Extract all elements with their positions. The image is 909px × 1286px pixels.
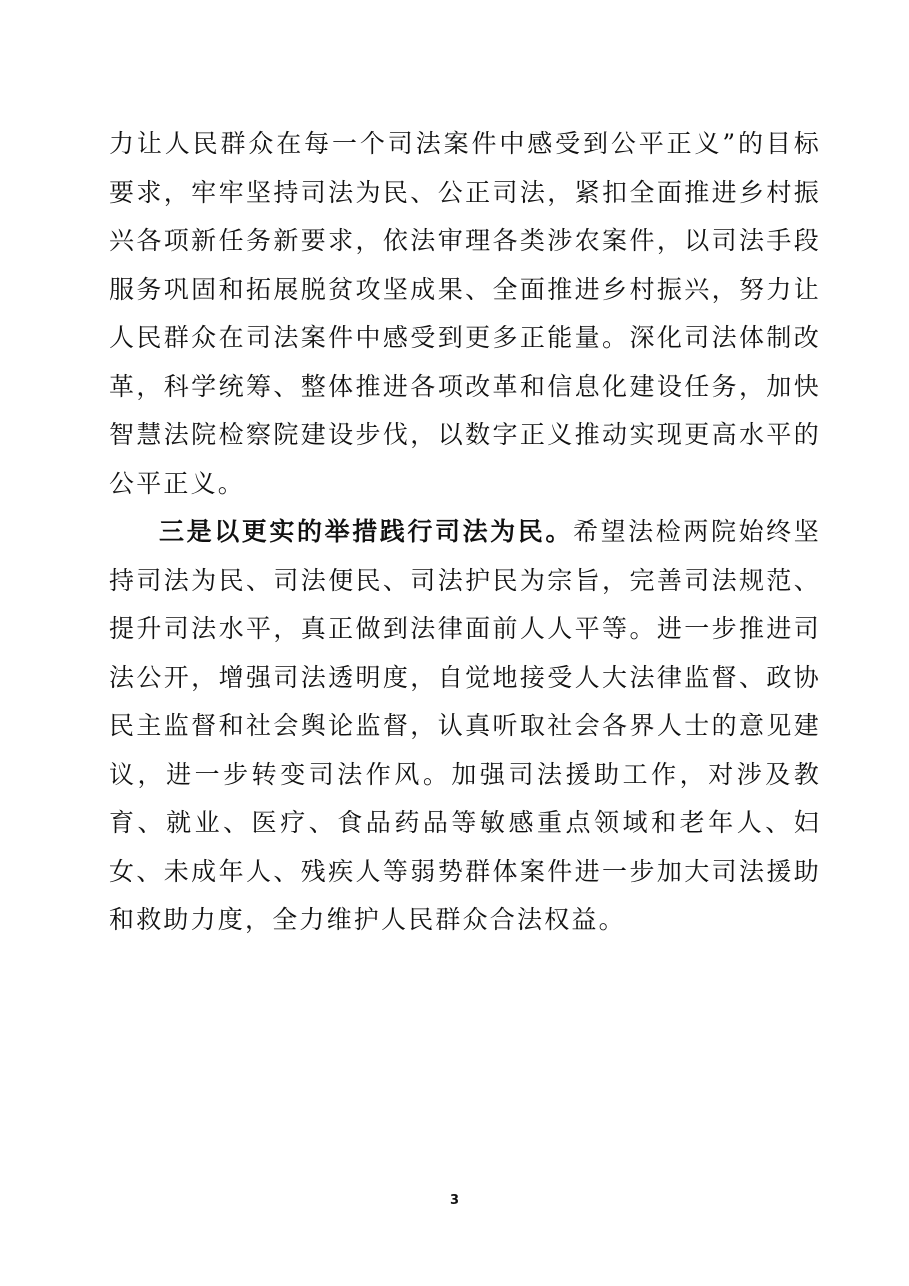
paragraph-text: 希望法检两院始终坚持司法为民、司法便民、司法护民为宗旨，完善司法规范、提升司法水平，真正做到法律面前人人平等。进一步推进司法公开，增强司法透明度，自觉地接受人大法律监督、政协民主监督和社会舆论监督，认真听取社会各界人士的意见建议，进一步转变司法作风。加强司法援助工作，对涉及教育、就业、医疗、食品药品等敏感重点领域和老年人、妇女、未成年人、残疾人等弱势群体案件进一步加大司法援助和救助力度，全力维护人民群众合法权益。 — [109, 517, 821, 934]
paragraph-continuation — [109, 120, 821, 508]
paragraph-point-three — [109, 508, 821, 945]
document-body — [109, 120, 821, 945]
page-number: 3 — [449, 1193, 460, 1208]
paragraph-lead-heading: 三是以更实的举措践行司法为民。 — [159, 517, 573, 546]
paragraph-text: 力让人民群众在每一个司法案件中感受到公平正义”的目标要求，牢牢坚持司法为民、公正司法，紧扣全面推进乡村振兴各项新任务新要求，依法审理各类涉农案件，以司法手段服务巩固和拓展脱贫攻坚成果、全面推进乡村振兴，努力让人民群众在司法案件中感受到更多正能量。深化司法体制改革，科学统筹、整体推进各项改革和信息化建设任务，加快智慧法院检察院建设步伐，以数字正义推动实现更高水平的公平正义。 — [109, 129, 821, 498]
